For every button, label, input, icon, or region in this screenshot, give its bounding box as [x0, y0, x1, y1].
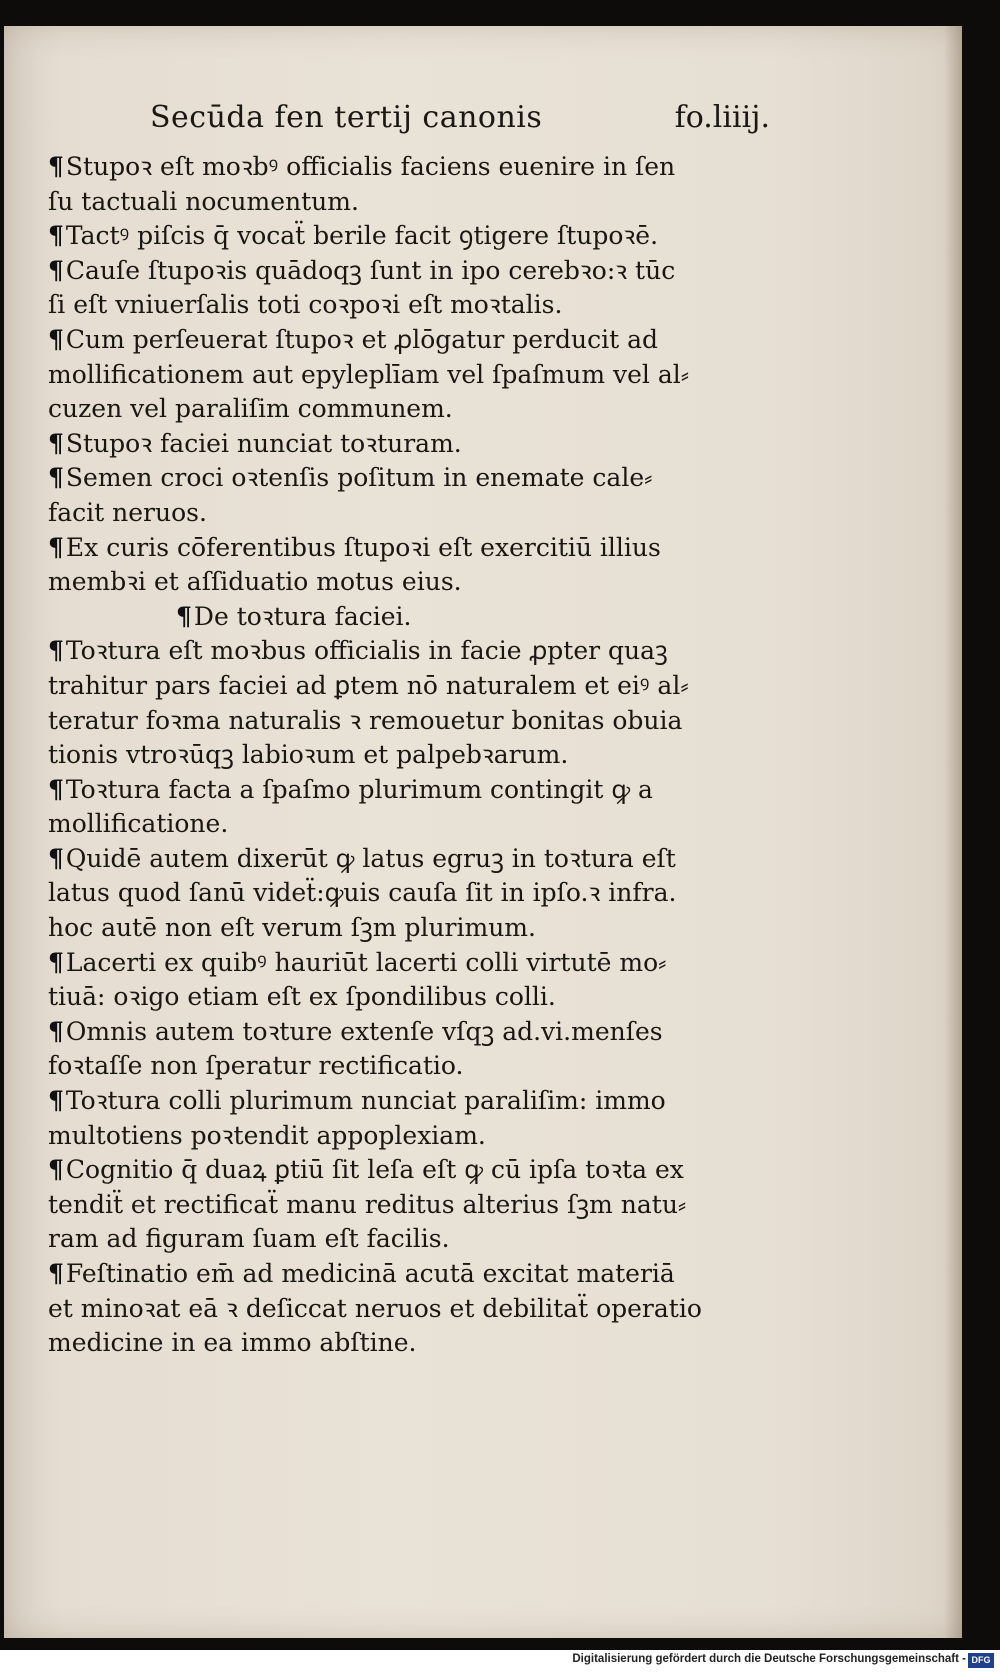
text-line — [48, 1119, 828, 1154]
text-line — [48, 219, 828, 254]
text-line — [48, 461, 828, 496]
line-text: Stupoꝛ faciei nunciat toꝛturam. — [65, 428, 462, 458]
section-heading — [48, 600, 828, 635]
paragraph-mark: ¶ — [48, 774, 64, 804]
text-line — [48, 1015, 828, 1050]
paragraph-mark: ¶ — [48, 152, 64, 181]
text-line — [48, 876, 828, 911]
text-line — [48, 150, 828, 185]
text-line — [48, 773, 828, 808]
dfg-logo: DFG — [968, 1653, 994, 1668]
text-line — [48, 1049, 828, 1084]
line-text: Toꝛtura eſt moꝛbus officialis in facie ꝓpter quaꝫ — [65, 636, 668, 666]
text-line — [48, 1084, 828, 1119]
text-line — [48, 1292, 828, 1327]
text-line — [48, 185, 828, 220]
line-text: Omnis autem toꝛture extenſe vſqꝫ ad.vi.menſes — [65, 1016, 663, 1046]
text-line — [48, 738, 828, 773]
line-text: ram ad figuram ſuam eſt facilis. — [48, 1224, 450, 1254]
paragraph-mark: ¶ — [48, 1259, 64, 1288]
line-text: Cognitio q̄ duaꝝ ꝑtiū ſit leſa eſt ꝙ cū ipſa toꝛta ex — [65, 1155, 684, 1185]
text-line — [48, 807, 828, 842]
text-line — [48, 531, 828, 566]
paragraph-mark: ¶ — [48, 324, 64, 354]
text-line — [48, 669, 828, 704]
text-line — [48, 946, 828, 981]
text-line — [48, 323, 828, 358]
line-text: ſu tactuali nocumentum. — [48, 186, 359, 216]
paragraph-mark: ¶ — [48, 1155, 64, 1185]
text-line — [48, 1153, 828, 1188]
line-text: Cauſe ſtupoꝛis quādoqꝫ ſunt in ipo cerebꝛo:ꝛ tūc — [65, 255, 676, 285]
text-line — [48, 634, 828, 669]
line-text: Ex curis cōferentibus ſtupoꝛi eſt exercitiū illius — [65, 532, 661, 562]
text-line — [48, 911, 828, 946]
paragraph-mark: ¶ — [48, 532, 64, 562]
text-block — [48, 150, 828, 1361]
text-line — [48, 254, 828, 289]
paragraph-mark: ¶ — [48, 947, 64, 977]
line-text: tiuā: oꝛigo etiam eſt ex ſpondilibus colli. — [48, 982, 556, 1012]
line-text: mollificatione. — [48, 809, 229, 839]
text-line — [48, 1222, 828, 1257]
line-text: hoc autē non eſt verum ſꝫm plurimum. — [48, 913, 536, 943]
line-text: foꝛtaſſe non ſperatur rectificatio. — [48, 1051, 464, 1081]
text-line — [48, 358, 828, 393]
footer-bar — [0, 1650, 1000, 1672]
paragraph-mark: ¶ — [176, 601, 192, 631]
text-line — [48, 1257, 828, 1292]
page-edge-shadow — [944, 26, 962, 1638]
line-text: et minoꝛat eā ꝛ deſiccat neruos et debilitaẗ operatio — [48, 1293, 702, 1323]
running-head — [150, 100, 770, 144]
text-line — [48, 980, 828, 1015]
text-line — [48, 427, 828, 462]
text-line — [48, 1188, 828, 1223]
text-line — [48, 1326, 828, 1361]
line-text: Quidē autem dixerūt ꝙ latus egruꝫ in toꝛtura eſt — [65, 843, 676, 873]
line-text: trahitur pars faciei ad ꝑtem nō naturalem et eiꝰ al⸗ — [48, 670, 689, 700]
text-line — [48, 704, 828, 739]
paragraph-mark: ¶ — [48, 255, 64, 285]
paragraph-mark: ¶ — [48, 1016, 64, 1046]
paragraph-mark: ¶ — [48, 428, 64, 458]
line-text: Feſtinatio em̄ ad medicinā acutā excitat materiā — [65, 1259, 675, 1288]
line-text: cuzen vel paraliſim communem. — [48, 394, 453, 424]
paragraph-mark: ¶ — [48, 1086, 64, 1116]
paragraph-mark: ¶ — [48, 843, 64, 873]
line-text: teratur foꝛma naturalis ꝛ remouetur bonitas obuia — [48, 705, 683, 735]
line-text: Toꝛtura colli plurimum nunciat paraliſim: immo — [65, 1086, 666, 1116]
line-text: Cum perſeuerat ſtupoꝛ et ꝓlōgatur perducit ad — [65, 324, 658, 354]
line-text: membꝛi et aſſiduatio motus eius. — [48, 567, 462, 597]
line-text: multotiens poꝛtendit appoplexiam. — [48, 1120, 486, 1150]
line-text: Stupoꝛ eſt moꝛbꝰ officialis faciens euenire in ſen — [65, 152, 676, 181]
line-text: latus quod ſanū videẗ:ꝙuis cauſa ſit in ipſo.ꝛ infra. — [48, 878, 677, 908]
line-text: Tactꝰ piſcis q̄ vocaẗ berile facit ꝯtigere ſtupoꝛē. — [65, 221, 659, 251]
line-text: Lacerti ex quibꝰ hauriūt lacerti colli virtutē mo⸗ — [65, 947, 667, 977]
text-line — [48, 496, 828, 531]
paragraph-mark: ¶ — [48, 636, 64, 666]
line-text: medicine in ea immo abſtine. — [48, 1328, 417, 1358]
line-text: tendiẗ et rectificaẗ manu reditus alterius ſꝫm natu⸗ — [48, 1189, 687, 1219]
line-text: De toꝛtura faciei. — [193, 601, 412, 631]
line-text: tionis vtroꝛūqꝫ labioꝛum et palpebꝛarum. — [48, 740, 569, 770]
text-line — [48, 392, 828, 427]
running-title: Secūda fen tertij canonis — [150, 100, 543, 135]
line-text: mollificationem aut epyleplīam vel ſpaſmum vel al⸗ — [48, 359, 690, 389]
text-line — [48, 288, 828, 323]
folio-number: fo.liiij. — [674, 100, 770, 135]
line-text: ſi eſt vniuerſalis toti coꝛpoꝛi eſt moꝛtalis. — [48, 290, 563, 320]
footer-credit: Digitalisierung gefördert durch die Deutsche Forschungsgemeinschaft - — [572, 1653, 966, 1665]
paragraph-mark: ¶ — [48, 221, 64, 251]
text-line — [48, 565, 828, 600]
text-line — [48, 842, 828, 877]
paragraph-mark: ¶ — [48, 463, 64, 493]
line-text: facit neruos. — [48, 497, 207, 527]
line-text: Toꝛtura facta a ſpaſmo plurimum contingit ꝙ a — [65, 774, 653, 804]
line-text: Semen croci oꝛtenſis poſitum in enemate cale⸗ — [65, 463, 653, 493]
